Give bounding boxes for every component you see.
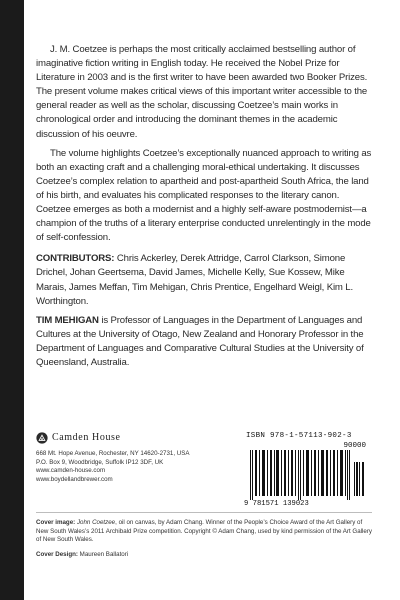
- price-code: 90000: [343, 442, 366, 450]
- isbn-barcode: [244, 432, 368, 510]
- cover-credits: [36, 519, 372, 566]
- ean-lead-digit: 9: [244, 500, 249, 508]
- contributors-list: Chris Ackerley, Derek Attridge, Carrol Clarkson, Simone Drichel, Johan Geertsema, David James, Michelle Kelly, Sue Kossew, Mike Marais, James Meffan, Tim Mehigan, Chris Prentice, Engelhard Weigl, Kim L. Worthington.: [36, 253, 353, 307]
- ean-group-2: 139023: [282, 500, 309, 508]
- cover-image-title: John Coetzee: [76, 519, 116, 526]
- description-paragraph-1: J. M. Coetzee is perhaps the most critically acclaimed bestselling author of imaginative fiction writing in English today. He received the Nobel Prize for Literature in 2003 and is the first writer to have been awarded two Booker Prizes. The present volume makes critical views of this important writer accessible to the general reader as well as the scholar, discussing Coetzee’s main works in chronological order and introducing the dominant themes in the academic discussion of his oeuvre.: [36, 44, 368, 140]
- contributors-block: [36, 252, 376, 308]
- isbn-number: ISBN 978-1-57113-902-3: [246, 432, 352, 440]
- publisher-logo: [36, 432, 196, 444]
- ean-group-1: 781571: [252, 500, 279, 508]
- editor-bio: [36, 314, 376, 370]
- editor-name: TIM MEHIGAN: [36, 314, 99, 326]
- cover-image-label: Cover image:: [36, 519, 76, 526]
- cover-design-text: Maureen Ballatori: [77, 551, 129, 559]
- publisher-name: Camden House: [52, 431, 121, 443]
- cover-image-text: , oil on canvas, by Adam Chang. Winner of the People’s Choice Award of the Art Gallery of New South Wales’s 2011 Archibald Prize competition. Copyright © Adam Chang, used by kind permission of the Art Gallery of New South Wales.: [36, 519, 372, 544]
- cover-design-credit: [36, 551, 372, 560]
- publisher-website-1: www.camden-house.com: [36, 467, 106, 475]
- description-paragraph-2: The volume highlights Coetzee’s exceptionally nuanced approach to writing as both an exacting craft and a challenging moral-ethical undertaking. It discusses Coetzee’s complex relation to apartheid and post-apartheid South Africa, the land of his birth, and evaluates his complicated responses to the literary canon. Coetzee emerges as both a modernist and a highly self-aware postmodernist—a champion of the truths of a literary enterprise conducted unrelentingly in the mode of self-confession.: [36, 147, 372, 244]
- credits-divider: [36, 512, 372, 513]
- publisher-block: [36, 432, 196, 484]
- editor-bio-text: is Professor of Languages in the Department of Languages and Cultures at the University of Otago, New Zealand and Honorary Professor in the Department of Languages and Comparative Cultural Studies at the University of Queensland, Australia.: [36, 314, 364, 368]
- publisher-website-2: www.boydellandbrewer.com: [36, 475, 113, 483]
- barcode-bars: [246, 450, 366, 500]
- ean-digits: [244, 500, 368, 508]
- camden-house-logo-icon: [36, 432, 48, 444]
- contributors-label: CONTRIBUTORS:: [36, 253, 115, 265]
- cover-design-label: Cover Design:: [36, 551, 78, 559]
- cover-image-credit: [36, 519, 372, 545]
- publisher-address-line-2: P.O. Box 9, Woodbridge, Suffolk IP12 3DF, UK: [36, 458, 164, 466]
- publisher-address-line-1: 668 Mt. Hope Avenue, Rochester, NY 14620-2731, USA: [36, 450, 190, 457]
- cover-copy: [36, 43, 376, 370]
